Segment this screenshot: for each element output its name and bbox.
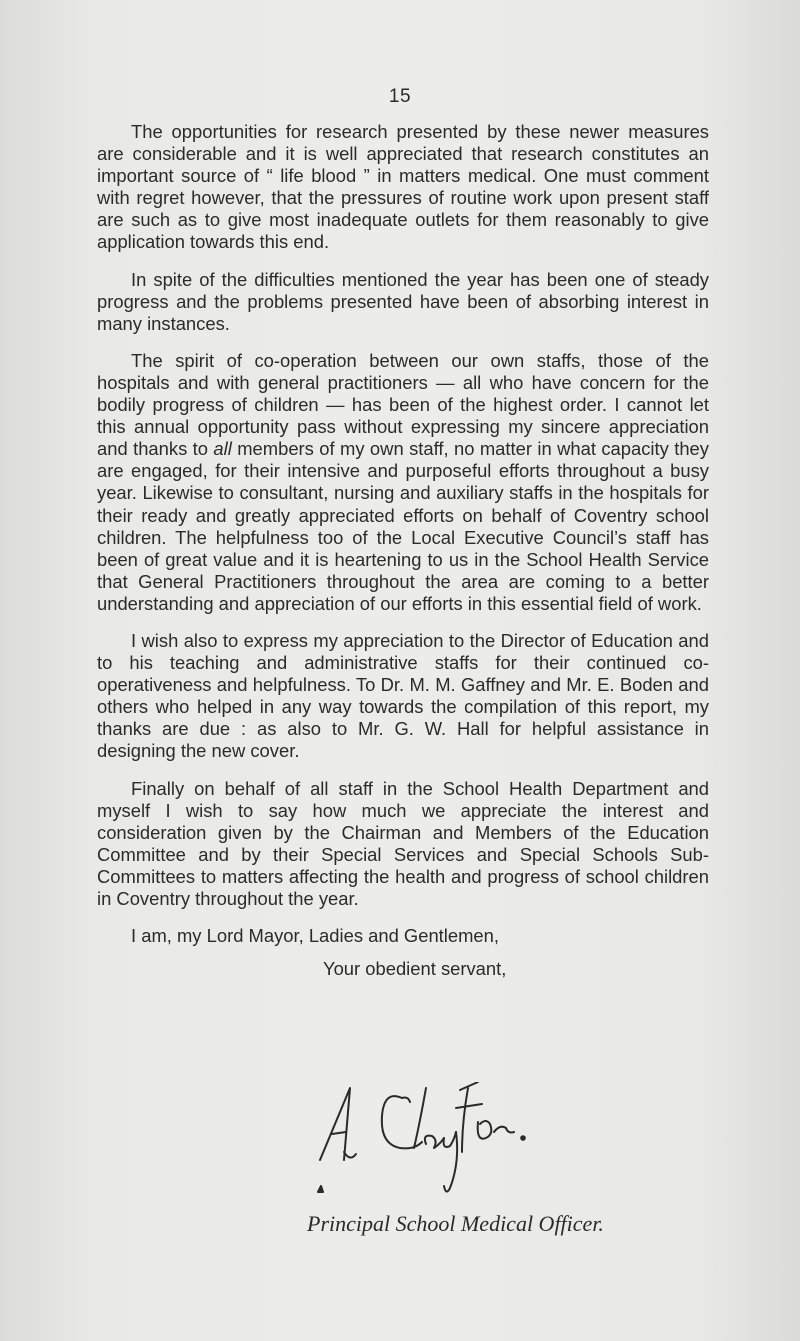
valediction: Your obedient servant, — [323, 958, 507, 980]
emphasis-all: all — [213, 438, 232, 460]
letter-body — [97, 121, 709, 980]
paragraph-committee-thanks: Finally on behalf of all staff in the School Health Department and myself I wish to say how much we appreciate the interest and consideration given by the Chairman and Members of the Education Committee and by their Special Services and Special Schools Sub-Committees to matters affecting the health and progress of school children in Coventry throughout the year. — [97, 777, 709, 909]
salutation: I am, my Lord Mayor, Ladies and Gentlemen, — [131, 925, 499, 947]
paragraph-education-thanks: I wish also to express my appreciation to the Director of Education and to his teaching and administrative staffs for their continued co-operativeness and helpfulness. To Dr. M. M. Gaffney and Mr. E. Boden and others who helped in any way towards the compilation of this report, my thanks are due : as also to Mr. G. W. Hall for helpful assistance in designing the new cover. — [97, 629, 709, 762]
signatory-title: Principal School Medical Officer. — [307, 1211, 604, 1236]
page-number: 15 — [388, 86, 412, 107]
paragraph-progress: In spite of the difficulties mentioned the year has been one of steady progress and the problems presented have been of absorbing interest in many instances. — [97, 268, 709, 334]
paragraph-co-operation — [97, 350, 709, 615]
paragraph-research: The opportunities for research presented by these newer measures are considerable and it is well appreciated that research constitutes an important source of “ life blood ” in matters medical. One must comment with regret however, that the pressures of routine work upon present staff are such as to give most inadequate outlets for them reasonably to give application towards this end. — [97, 121, 709, 253]
paragraph-co-operation-part-1: The spirit of co-operation between our own staffs, those of the hospitals and with general practitioners — all who have concern for the bodily progress of children — has been of the highest order. I cannot let this annual opportunity pass without expressing my sincere appreciation and thanks to — [97, 349, 709, 460]
paragraph-co-operation-part-2: members of my own staff, no matter in what capacity they are engaged, for their intensive and purposeful efforts throughout a busy year. Likewise to consultant, nursing and auxiliary staffs in the hospitals for their ready and greatly appreciated efforts on behalf of Coventry school children. The helpfulness too of the Local Executive Council’s staff has been of great value and it is heartening to us in the School Health Service that General Practitioners throughout the area are coming to a better understanding and appreciation of our efforts in this essential field of work. — [97, 438, 709, 614]
handwritten-signature — [310, 1082, 730, 1202]
